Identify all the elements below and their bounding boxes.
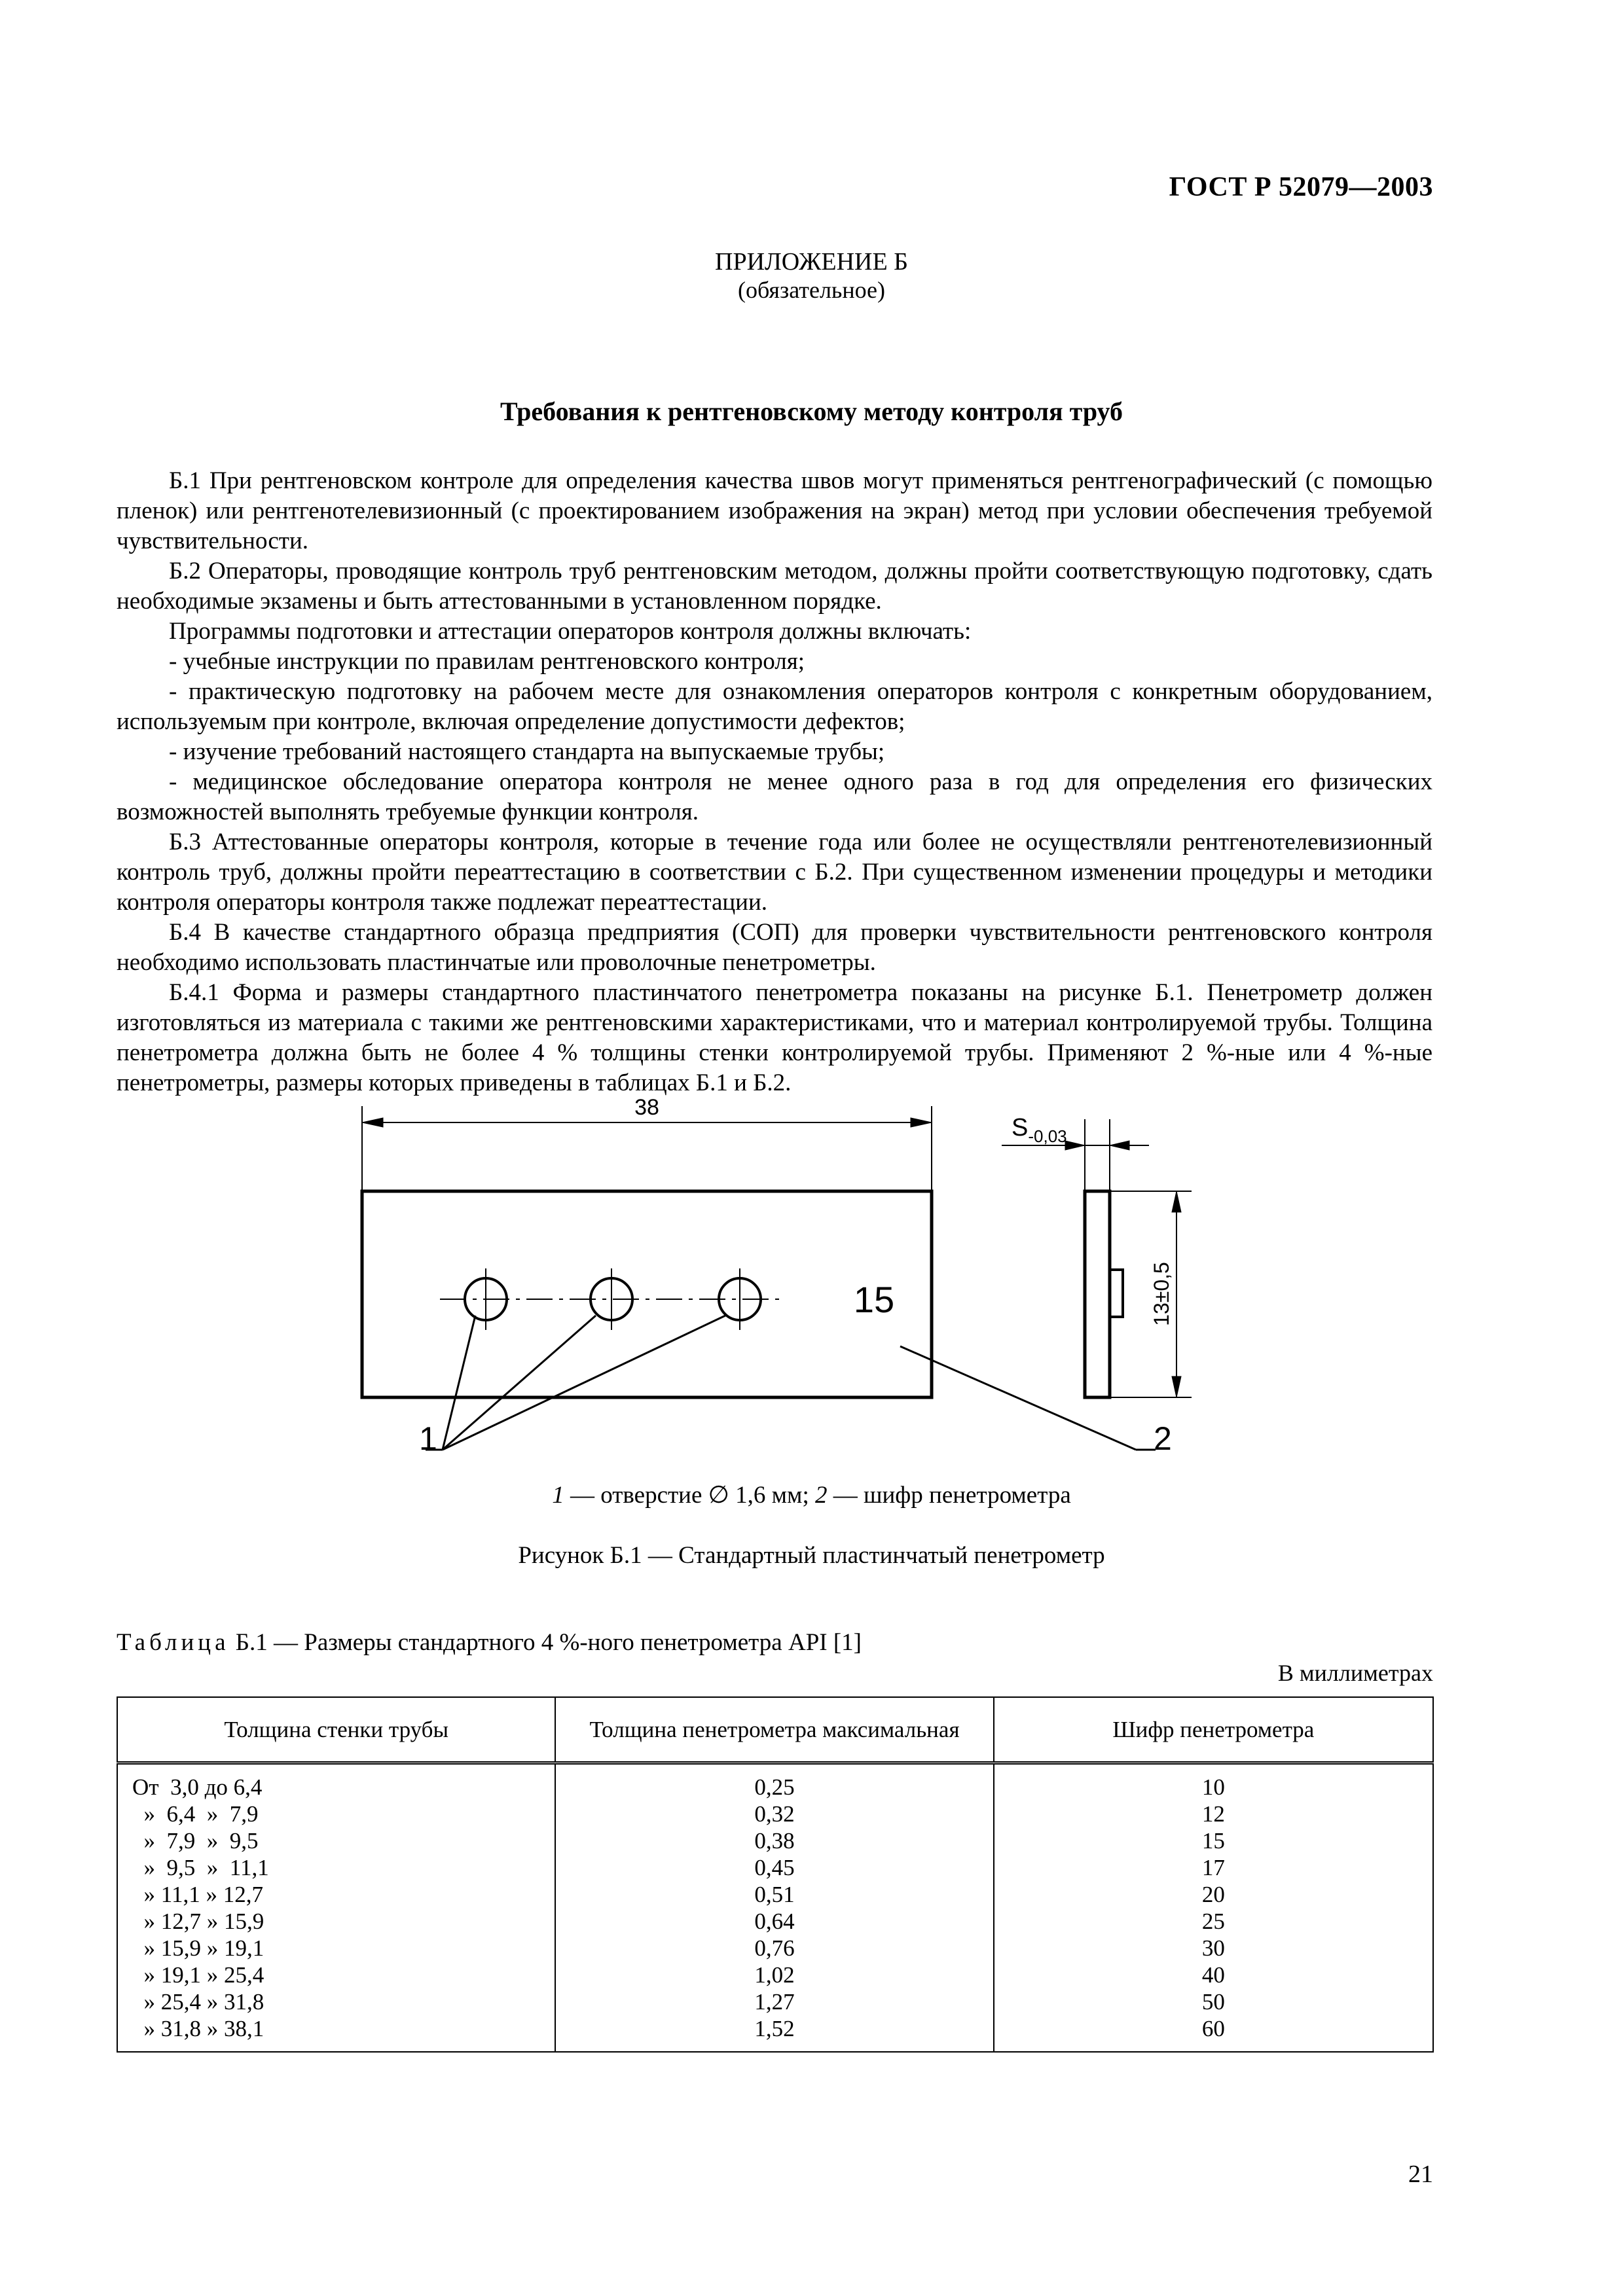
cell-thickness: 1,27 (555, 1988, 993, 2015)
cell-code: 12 (994, 1801, 1433, 1827)
leader-line (443, 1316, 725, 1450)
page-number: 21 (1408, 2161, 1433, 2188)
cell-code: 40 (994, 1962, 1433, 1988)
cell-wall-thickness: » 25,4 » 31,8 (117, 1988, 555, 2015)
table-row (117, 1801, 1433, 1827)
standard-number: ГОСТ Р 52079—2003 (1169, 172, 1433, 202)
table-row (117, 1962, 1433, 1988)
table-row (117, 1988, 1433, 2015)
table-label: Таблица (117, 1629, 230, 1656)
table-units: В миллиметрах (1277, 1660, 1433, 1686)
table-row (117, 1854, 1433, 1881)
cell-code: 10 (994, 1763, 1433, 1801)
cell-code: 20 (994, 1881, 1433, 1908)
cell-wall-thickness: » 19,1 » 25,4 (117, 1962, 555, 1988)
table-row (117, 2015, 1433, 2052)
dimension-height-label: 13±0,5 (1150, 1262, 1173, 1326)
cell-wall-thickness: » 6,4 » 7,9 (117, 1801, 555, 1827)
arrowhead (1172, 1376, 1181, 1397)
penetrometer-table (117, 1696, 1434, 2053)
paragraph-b1: Б.1 При рентгеновском контроле для определения качества швов могут применяться рентгенографический (с помощью пленок) или рентгенотелевизионный (с проектированием изображения на экран) метод при условии обеспечения требуемой чувствительности. (117, 467, 1432, 554)
arrowhead (362, 1118, 383, 1127)
cell-wall-thickness: » 7,9 » 9,5 (117, 1827, 555, 1854)
appendix-status: (обязательное) (738, 277, 885, 303)
table-row (117, 1763, 1433, 1801)
cell-code: 30 (994, 1935, 1433, 1962)
plate-front-view (362, 1191, 932, 1397)
cell-code: 15 (994, 1827, 1433, 1854)
col-header-code: Шифр пенетрометра (994, 1697, 1433, 1763)
arrowhead (1172, 1191, 1181, 1212)
paragraph-b3: Б.3 Аттестованные операторы контроля, которые в течение года или более не осуществляли рентгенотелевизионный контроль труб, должны пройти переаттестацию в соответствии с Б.2. При существенном изменении процедуры и методики контроля операторы контроля также подлежат переаттестации. (117, 829, 1432, 916)
cell-wall-thickness: От 3,0 до 6,4 (117, 1763, 555, 1801)
table-row (117, 1881, 1433, 1908)
dimension-length-label: 38 (634, 1095, 659, 1120)
cell-code: 50 (994, 1988, 1433, 2015)
list-item: - медицинское обследование оператора контроля не менее одного раза в год для определения его физических возможностей выполнять требуемые функции контроля. (117, 768, 1432, 825)
paragraph-b4-1: Б.4.1 Форма и размеры стандартного пластинчатого пенетрометра показаны на рисунке Б.1. Пенетрометр должен изготовляться из материала с такими же рентгеновскими характеристиками, что и материал контролируемой трубы. Толщина пенетрометра должна быть не более 4 % толщины стенки контролируемой трубы. Применяют 2 %-ные или 4 %-ные пенетрометры, размеры которых приведены в таблицах Б.1 и Б.2. (117, 979, 1432, 1096)
table-title-text: Б.1 — Размеры стандартного 4 %-ного пенетрометра API [1] (229, 1629, 862, 1656)
legend-text-1: — отверстие ∅ 1,6 мм; (564, 1482, 815, 1509)
cell-wall-thickness: » 15,9 » 19,1 (117, 1935, 555, 1962)
col-header-wall-thickness: Толщина стенки трубы (117, 1697, 555, 1763)
cell-thickness: 0,51 (555, 1881, 993, 1908)
figure-legend (0, 1480, 1623, 1509)
arrowhead (1110, 1141, 1129, 1150)
code-notch (1110, 1270, 1123, 1317)
paragraph-b4: Б.4 В качестве стандартного образца предприятия (СОП) для проверки чувствительности рентгеновского контроля необходимо использовать пластинчатые или проволочные пенетрометры. (117, 919, 1432, 976)
cell-thickness: 0,32 (555, 1801, 993, 1827)
callout-1: 1 (419, 1420, 437, 1457)
cell-code: 17 (994, 1854, 1433, 1881)
list-item: - изучение требований настоящего стандарта на выпускаемые трубы; (169, 738, 885, 765)
table-row (117, 1908, 1433, 1935)
plate-side-view (1085, 1191, 1110, 1397)
paragraph-b2: Б.2 Операторы, проводящие контроль труб рентгеновским методом, должны пройти соответствующую подготовку, сдать необходимые экзамены и быть аттестованными в установленном порядке. (117, 558, 1432, 615)
callout-2: 2 (1154, 1420, 1172, 1457)
list-item: - учебные инструкции по правилам рентгеновского контроля; (169, 648, 805, 675)
cell-wall-thickness: » 31,8 » 38,1 (117, 2015, 555, 2052)
cell-thickness: 0,25 (555, 1763, 993, 1801)
dimension-thickness-sub: -0,03 (1028, 1126, 1067, 1146)
leader-line (443, 1316, 596, 1450)
body-text (117, 466, 1432, 1098)
cell-code: 25 (994, 1908, 1433, 1935)
legend-num-1: 1 (552, 1482, 564, 1509)
legend-text-2: — шифр пенетрометра (827, 1482, 1071, 1509)
cell-thickness: 1,52 (555, 2015, 993, 2052)
table-header-row (117, 1697, 1433, 1763)
col-header-penetrometer-thickness: Толщина пенетрометра максимальная (555, 1697, 993, 1763)
list-item: - практическую подготовку на рабочем месте для ознакомления операторов контроля с конкретным оборудованием, используемым при контроле, включая определение допустимости дефектов; (117, 678, 1432, 735)
table-row (117, 1827, 1433, 1854)
table-title (117, 1628, 862, 1657)
figure-caption: Рисунок Б.1 — Стандартный пластинчатый пенетрометр (518, 1542, 1105, 1569)
cell-code: 60 (994, 2015, 1433, 2052)
cell-thickness: 0,64 (555, 1908, 993, 1935)
cell-thickness: 0,38 (555, 1827, 993, 1854)
section-heading: Требования к рентгеновскому методу контроля труб (500, 397, 1123, 426)
appendix-title: ПРИЛОЖЕНИЕ Б (715, 248, 908, 276)
cell-wall-thickness: » 11,1 » 12,7 (117, 1881, 555, 1908)
penetrometer-code: 15 (853, 1279, 895, 1320)
table-row (117, 1935, 1433, 1962)
cell-thickness: 0,76 (555, 1935, 993, 1962)
cell-wall-thickness: » 12,7 » 15,9 (117, 1908, 555, 1935)
dimension-thickness-label (1012, 1114, 1067, 1146)
cell-thickness: 1,02 (555, 1962, 993, 1988)
legend-num-2: 2 (815, 1482, 828, 1509)
arrowhead (911, 1118, 932, 1127)
cell-thickness: 0,45 (555, 1854, 993, 1881)
cell-wall-thickness: » 9,5 » 11,1 (117, 1854, 555, 1881)
dimension-thickness-base: S (1012, 1114, 1029, 1141)
arrowhead (1065, 1141, 1085, 1150)
penetrometer-figure (0, 1093, 1623, 1460)
paragraph-programs: Программы подготовки и аттестации операторов контроля должны включать: (169, 618, 972, 645)
leader-line (443, 1316, 475, 1450)
